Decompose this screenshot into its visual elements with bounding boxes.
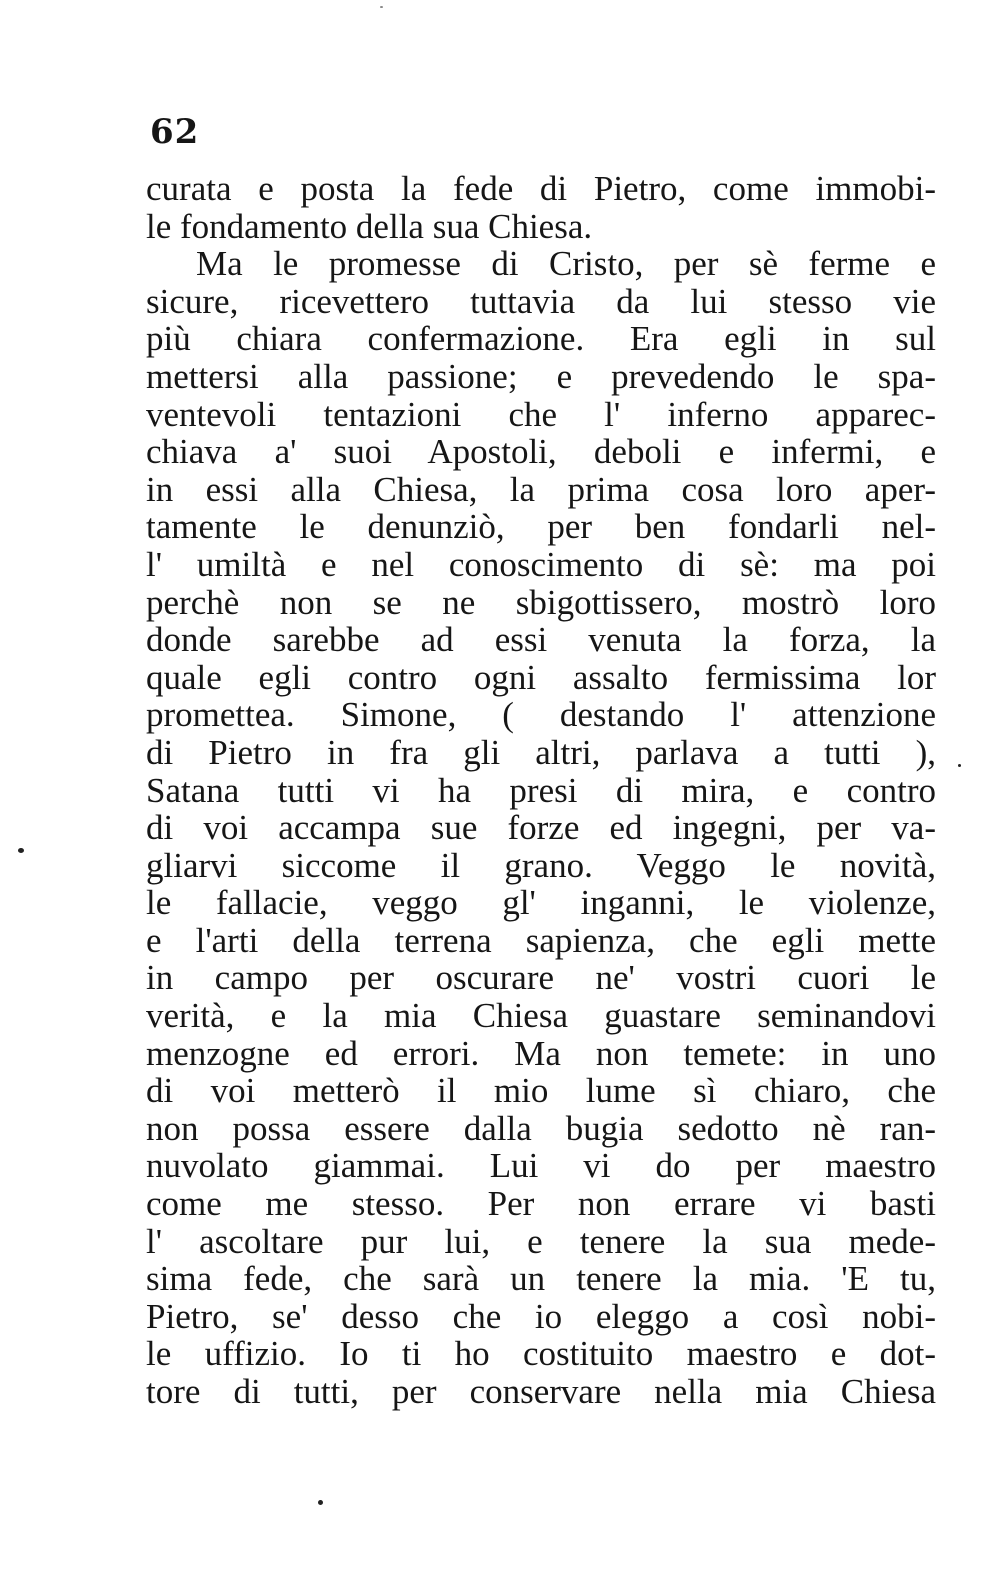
text-line: curata e posta la fede di Pietro, come immobi- (146, 169, 936, 208)
text-line: di voi accampa sue forze ed ingegni, per va- (146, 808, 936, 848)
text-line: verità, e la mia Chiesa guastare seminandovi (146, 996, 936, 1036)
text-line: sima fede, che sarà un tenere la mia. 'E tu, (146, 1259, 936, 1299)
text-line: menzogne ed errori. Ma non temete: in uno (146, 1033, 936, 1073)
text-line: Satana tutti vi ha presi di mira, e contro (146, 770, 936, 810)
text-line: perchè non se ne sbigottissero, mostrò loro (146, 582, 936, 622)
text-line: come me stesso. Per non errare vi basti (146, 1184, 936, 1224)
text-line: Pietro, se' desso che io eleggo a così nobi- (146, 1296, 936, 1336)
text-line: tamente le denunziò, per ben fondarli nel- (146, 507, 936, 547)
text-line: l' umiltà e nel conoscimento di sè: ma poi (146, 544, 936, 584)
text-line: e l'arti della terrena sapienza, che egli mette (146, 920, 936, 960)
text-line: nuvolato giammai. Lui vi do per maestro (146, 1146, 936, 1186)
text-line: le fondamento della sua Chiesa. (146, 206, 593, 246)
text-line: le fallacie, veggo gl' inganni, le violenze, (146, 883, 936, 923)
text-line: sicure, ricevettero tuttavia da lui stesso vie (146, 281, 936, 321)
text-line: tore di tutti, per conservare nella mia Chiesa (146, 1372, 936, 1411)
text-line: chiava a' suoi Apostoli, deboli e infermi, e (146, 432, 936, 472)
scan-speck (958, 764, 961, 767)
text-line: le uffizio. Io ti ho costituito maestro e dot- (146, 1334, 936, 1374)
text-line: non possa essere dalla bugia sedotto nè ran- (146, 1108, 936, 1148)
text-line: ventevoli tentazioni che l' inferno apparec- (146, 394, 936, 434)
page-number: 62 (150, 112, 200, 152)
text-line: gliarvi siccome il grano. Veggo le novità, (146, 845, 936, 885)
text-line: promettea. Simone, ( destando l' attenzione (146, 695, 936, 735)
text-line: più chiara confermazione. Era egli in sul (146, 319, 936, 359)
text-line: Ma le promesse di Cristo, per sè ferme e (196, 244, 936, 284)
body-text (146, 170, 936, 1411)
text-line: quale egli contro ogni assalto fermissima lor (146, 657, 936, 697)
text-line: mettersi alla passione; e prevedendo le spa- (146, 356, 936, 396)
scan-speck (318, 1500, 323, 1505)
scan-speck (380, 6, 383, 8)
text-line: l' ascoltare pur lui, e tenere la sua mede- (146, 1221, 936, 1261)
text-line: in essi alla Chiesa, la prima cosa loro aper- (146, 469, 936, 509)
text-line: in campo per oscurare ne' vostri cuori le (146, 958, 936, 998)
text-line: di voi metterò il mio lume sì chiaro, che (146, 1071, 936, 1111)
text-line: di Pietro in fra gli altri, parlava a tutti ), (146, 732, 936, 772)
text-line: donde sarebbe ad essi venuta la forza, la (146, 620, 936, 660)
scan-speck (18, 848, 24, 853)
